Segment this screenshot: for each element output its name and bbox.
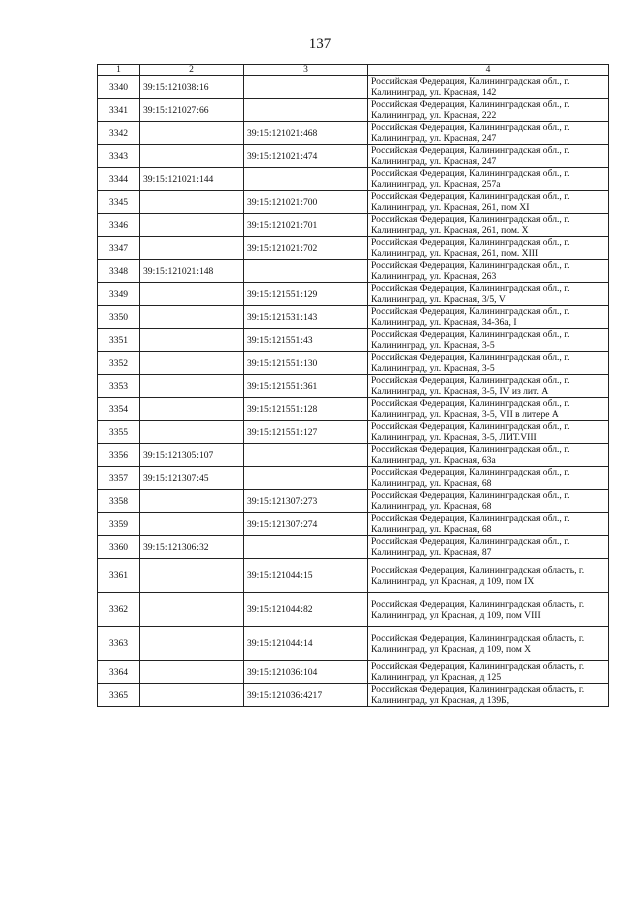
address-cell: Российская Федерация, Калининградская обл., г. Калининград, ул. Красная, 3-5, ЛИТ.VIII [368, 421, 609, 444]
table-row [98, 76, 609, 99]
parcel-cadastral-number-cell [140, 513, 244, 536]
object-cadastral-number-cell [244, 260, 368, 283]
row-number-cell: 3363 [98, 627, 140, 661]
address-cell: Российская Федерация, Калининградская обл., г. Калининград, ул. Красная, 247 [368, 122, 609, 145]
address-cell: Российская Федерация, Калининградская обл., г. Калининград, ул. Красная, 257а [368, 168, 609, 191]
parcel-cadastral-number-cell [140, 559, 244, 593]
parcel-cadastral-number-cell [140, 306, 244, 329]
address-cell: Российская Федерация, Калининградская обл., г. Калининград, ул. Красная, 63а [368, 444, 609, 467]
address-cell: Российская Федерация, Калининградская обл., г. Калининград, ул. Красная, 261, пом. X [368, 214, 609, 237]
row-number-cell: 3348 [98, 260, 140, 283]
parcel-cadastral-number-cell: 39:15:121038:16 [140, 76, 244, 99]
row-number-cell: 3360 [98, 536, 140, 559]
address-cell: Российская Федерация, Калининградская обл., г. Калининград, ул. Красная, 3-5, IV из лит. А [368, 375, 609, 398]
address-cell: Российская Федерация, Калининградская область, г. Калининград, ул Красная, д 139Б, [368, 684, 609, 707]
table-row [98, 490, 609, 513]
object-cadastral-number-cell: 39:15:121021:700 [244, 191, 368, 214]
object-cadastral-number-cell: 39:15:121036:4217 [244, 684, 368, 707]
table-row [98, 191, 609, 214]
row-number-cell: 3353 [98, 375, 140, 398]
parcel-cadastral-number-cell: 39:15:121027:66 [140, 99, 244, 122]
table-row [98, 375, 609, 398]
parcel-cadastral-number-cell [140, 398, 244, 421]
row-number-cell: 3356 [98, 444, 140, 467]
column-header: 1 [98, 65, 140, 76]
object-cadastral-number-cell: 39:15:121307:273 [244, 490, 368, 513]
object-cadastral-number-cell: 39:15:121044:14 [244, 627, 368, 661]
row-number-cell: 3351 [98, 329, 140, 352]
address-cell: Российская Федерация, Калининградская обл., г. Калининград, ул. Красная, 247 [368, 145, 609, 168]
address-cell: Российская Федерация, Калининградская обл., г. Калининград, ул. Красная, 3-5 [368, 329, 609, 352]
table-row [98, 661, 609, 684]
row-number-cell: 3354 [98, 398, 140, 421]
address-cell: Российская Федерация, Калининградская область, г. Калининград, ул Красная, д 125 [368, 661, 609, 684]
address-cell: Российская Федерация, Калининградская область, г. Калининград, ул Красная, д 109, пом X [368, 627, 609, 661]
parcel-cadastral-number-cell [140, 214, 244, 237]
table-row [98, 559, 609, 593]
address-cell: Российская Федерация, Калининградская обл., г. Калининград, ул. Красная, 222 [368, 99, 609, 122]
parcel-cadastral-number-cell [140, 627, 244, 661]
object-cadastral-number-cell: 39:15:121307:274 [244, 513, 368, 536]
row-number-cell: 3362 [98, 593, 140, 627]
parcel-cadastral-number-cell [140, 593, 244, 627]
parcel-cadastral-number-cell [140, 283, 244, 306]
parcel-cadastral-number-cell [140, 490, 244, 513]
object-cadastral-number-cell: 39:15:121551:130 [244, 352, 368, 375]
table-row [98, 513, 609, 536]
object-cadastral-number-cell: 39:15:121036:104 [244, 661, 368, 684]
table-row [98, 398, 609, 421]
address-cell: Российская Федерация, Калининградская обл., г. Калининград, ул. Красная, 261, пом. XIII [368, 237, 609, 260]
address-cell: Российская Федерация, Калининградская обл., г. Калининград, ул. Красная, 3/5, V [368, 283, 609, 306]
table-row [98, 145, 609, 168]
parcel-cadastral-number-cell: 39:15:121305:107 [140, 444, 244, 467]
column-header: 4 [368, 65, 609, 76]
table-header-row [98, 65, 609, 76]
parcel-cadastral-number-cell: 39:15:121021:148 [140, 260, 244, 283]
object-cadastral-number-cell [244, 168, 368, 191]
address-cell: Российская Федерация, Калининградская область, г. Калининград, ул Красная, д 109, пом IX [368, 559, 609, 593]
address-cell: Российская Федерация, Калининградская обл., г. Калининград, ул. Красная, 3-5 [368, 352, 609, 375]
table-row [98, 168, 609, 191]
object-cadastral-number-cell: 39:15:121551:127 [244, 421, 368, 444]
object-cadastral-number-cell: 39:15:121021:474 [244, 145, 368, 168]
address-cell: Российская Федерация, Калининградская область, г. Калининград, ул Красная, д 109, пом VIII [368, 593, 609, 627]
object-cadastral-number-cell [244, 76, 368, 99]
table-row [98, 99, 609, 122]
table-row [98, 467, 609, 490]
object-cadastral-number-cell: 39:15:121551:129 [244, 283, 368, 306]
parcel-cadastral-number-cell [140, 352, 244, 375]
address-cell: Российская Федерация, Калининградская обл., г. Калининград, ул. Красная, 142 [368, 76, 609, 99]
object-cadastral-number-cell: 39:15:121021:701 [244, 214, 368, 237]
address-cell: Российская Федерация, Калининградская обл., г. Калининград, ул. Красная, 87 [368, 536, 609, 559]
object-cadastral-number-cell: 39:15:121551:128 [244, 398, 368, 421]
parcel-cadastral-number-cell: 39:15:121021:144 [140, 168, 244, 191]
object-cadastral-number-cell [244, 444, 368, 467]
row-number-cell: 3364 [98, 661, 140, 684]
parcel-cadastral-number-cell [140, 684, 244, 707]
row-number-cell: 3341 [98, 99, 140, 122]
row-number-cell: 3361 [98, 559, 140, 593]
table-row [98, 237, 609, 260]
parcel-cadastral-number-cell [140, 237, 244, 260]
table-row [98, 283, 609, 306]
parcel-cadastral-number-cell [140, 661, 244, 684]
table-row [98, 444, 609, 467]
row-number-cell: 3358 [98, 490, 140, 513]
parcel-cadastral-number-cell [140, 122, 244, 145]
row-number-cell: 3344 [98, 168, 140, 191]
parcel-cadastral-number-cell [140, 421, 244, 444]
address-cell: Российская Федерация, Калининградская обл., г. Калининград, ул. Красная, 263 [368, 260, 609, 283]
object-cadastral-number-cell [244, 99, 368, 122]
object-cadastral-number-cell: 39:15:121551:43 [244, 329, 368, 352]
address-cell: Российская Федерация, Калининградская обл., г. Калининград, ул. Красная, 261, пом XI [368, 191, 609, 214]
object-cadastral-number-cell: 39:15:121551:361 [244, 375, 368, 398]
address-cell: Российская Федерация, Калининградская обл., г. Калининград, ул. Красная, 68 [368, 490, 609, 513]
page-number: 137 [308, 36, 332, 52]
object-cadastral-number-cell [244, 536, 368, 559]
row-number-cell: 3340 [98, 76, 140, 99]
table-row [98, 122, 609, 145]
address-cell: Российская Федерация, Калининградская обл., г. Калининград, ул. Красная, 34-36а, I [368, 306, 609, 329]
table-row [98, 329, 609, 352]
row-number-cell: 3365 [98, 684, 140, 707]
row-number-cell: 3350 [98, 306, 140, 329]
row-number-cell: 3343 [98, 145, 140, 168]
table-row [98, 306, 609, 329]
table-body [98, 76, 609, 707]
parcel-cadastral-number-cell [140, 375, 244, 398]
column-header: 3 [244, 65, 368, 76]
object-cadastral-number-cell: 39:15:121531:143 [244, 306, 368, 329]
row-number-cell: 3345 [98, 191, 140, 214]
table-row [98, 684, 609, 707]
table-row [98, 421, 609, 444]
parcel-cadastral-number-cell [140, 191, 244, 214]
row-number-cell: 3359 [98, 513, 140, 536]
row-number-cell: 3346 [98, 214, 140, 237]
registry-table [97, 64, 609, 707]
object-cadastral-number-cell [244, 467, 368, 490]
row-number-cell: 3349 [98, 283, 140, 306]
row-number-cell: 3347 [98, 237, 140, 260]
table-row [98, 352, 609, 375]
object-cadastral-number-cell: 39:15:121021:702 [244, 237, 368, 260]
table-row [98, 214, 609, 237]
object-cadastral-number-cell: 39:15:121044:82 [244, 593, 368, 627]
row-number-cell: 3342 [98, 122, 140, 145]
address-cell: Российская Федерация, Калининградская обл., г. Калининград, ул. Красная, 68 [368, 467, 609, 490]
row-number-cell: 3357 [98, 467, 140, 490]
address-cell: Российская Федерация, Калининградская обл., г. Калининград, ул. Красная, 3-5, VII в литере А [368, 398, 609, 421]
table-row [98, 627, 609, 661]
table-row [98, 536, 609, 559]
table-row [98, 593, 609, 627]
table-row [98, 260, 609, 283]
row-number-cell: 3355 [98, 421, 140, 444]
object-cadastral-number-cell: 39:15:121021:468 [244, 122, 368, 145]
parcel-cadastral-number-cell [140, 145, 244, 168]
parcel-cadastral-number-cell: 39:15:121306:32 [140, 536, 244, 559]
column-header: 2 [140, 65, 244, 76]
address-cell: Российская Федерация, Калининградская обл., г. Калининград, ул. Красная, 68 [368, 513, 609, 536]
parcel-cadastral-number-cell [140, 329, 244, 352]
parcel-cadastral-number-cell: 39:15:121307:45 [140, 467, 244, 490]
row-number-cell: 3352 [98, 352, 140, 375]
object-cadastral-number-cell: 39:15:121044:15 [244, 559, 368, 593]
